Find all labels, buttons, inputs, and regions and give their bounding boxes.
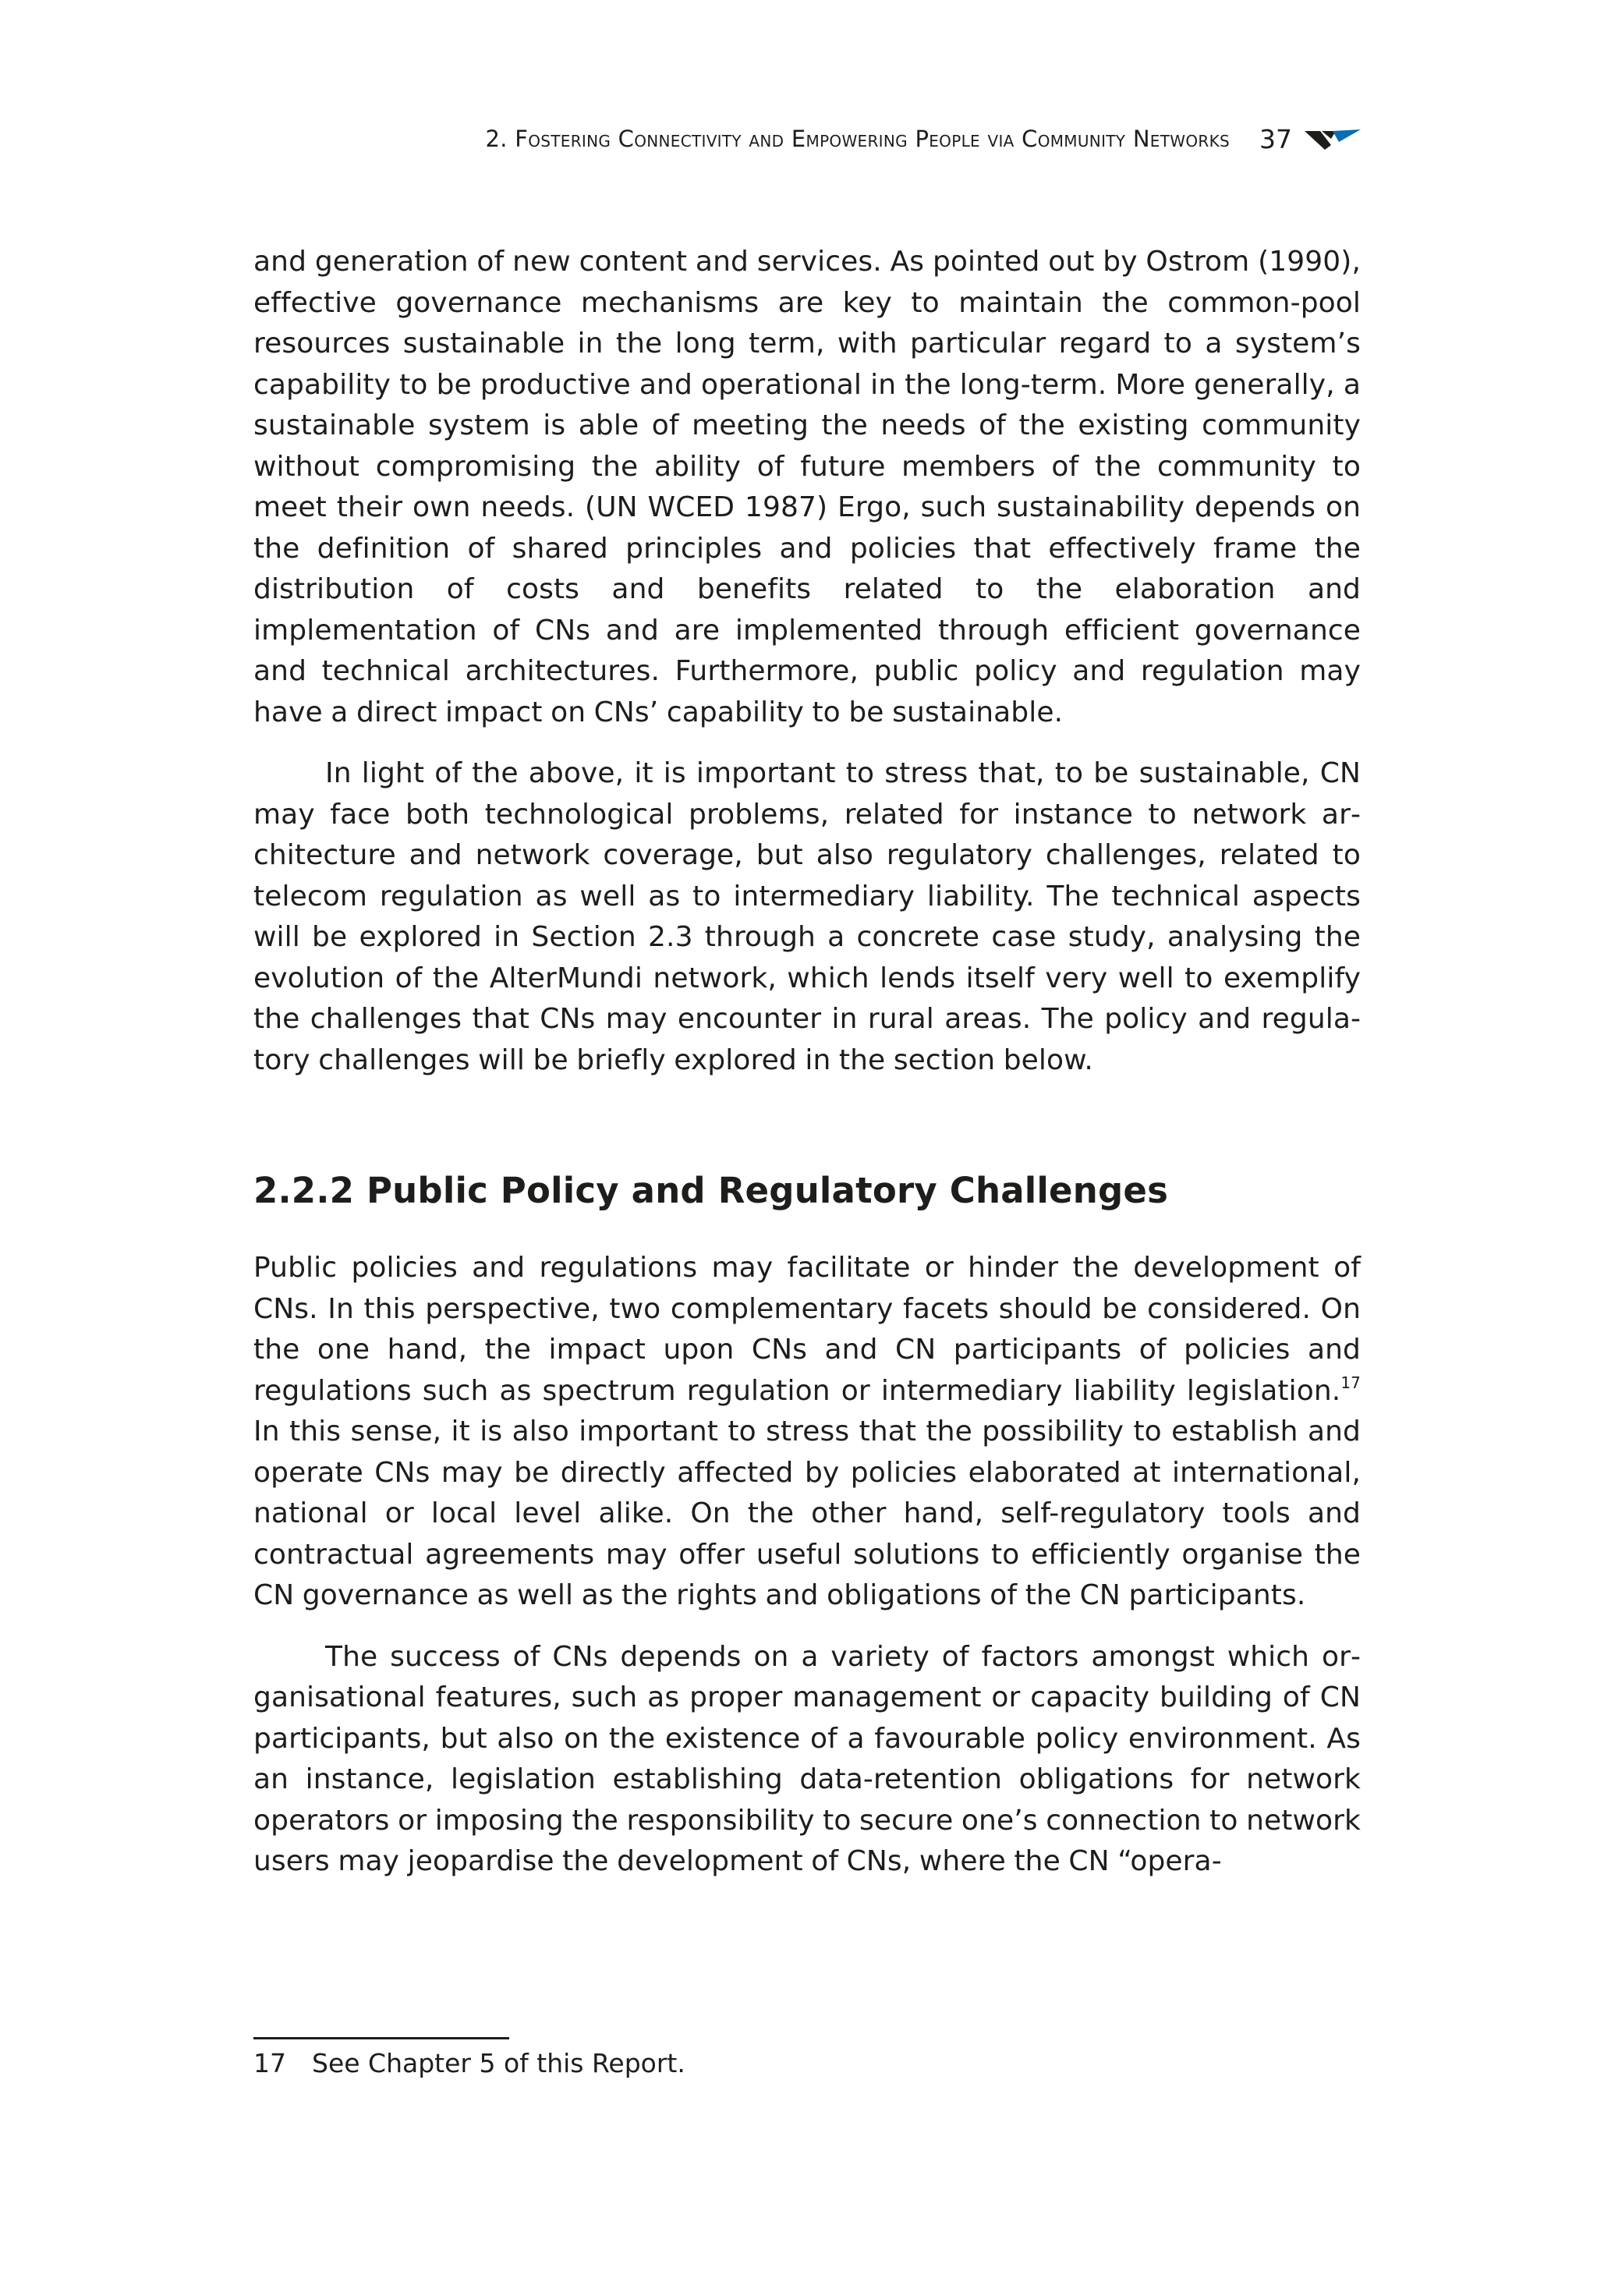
paragraph	[253, 1248, 1361, 1617]
publisher-chevron-logo-icon	[1305, 128, 1361, 150]
section-heading: 2.2.2 Public Policy and Regulatory Challenges	[253, 1170, 1169, 1211]
footnote-reference: 17	[1340, 1373, 1361, 1392]
paragraph-text: Public policies and regulations may facilitate or hinder the development of CNs. In this perspective, two complementary facets should be considered. On the one hand, the impact upon CNs and CN participants of policies and regulations such as spectrum regulation or intermediary liability legislation.	[253, 1252, 1361, 1407]
footnote-text: See Chapter 5 of this Report.	[312, 2048, 685, 2078]
paragraph-text: In this sense, it is also important to stress that the possibility to establish and operate CNs may be directly affected by policies elaborated at international, national or local level alike. On the other hand, self-regulatory tools and contractual agreements may offer useful solutions to efficiently organise the CN governance as well as the rights and obligations of the CN participants.	[253, 1416, 1361, 1611]
running-header	[253, 122, 1361, 156]
paragraph: and generation of new content and services. As pointed out by Ostrom (1990), effective governance mechanisms are key to maintain the common-pool resources sustainable in the long term, with particular regard to a system’s capability to be productive and operational in the long-term. More generally, a sustainable system is able of meeting the needs of the existing community without compromising the ability of future members of the community to meet their own needs. (UN WCED 1987) Ergo, such sustainability depends on the definition of shared principles and policies that effectively frame the distribution of costs and benefits related to the elaboration and implementation of CNs and are implemented through efficient governance and technical architectures. Furthermore, public policy and regulation may have a direct impact on CNs’ capability to be sustainable.	[253, 246, 1361, 728]
footnote-number: 17	[253, 2048, 286, 2078]
paragraph: In light of the above, it is important to stress that, to be sustainable, CN may face both technological problems, related for instance to network architecture and network coverage, but also regulatory challenges, related to telecom regulation as well as to intermediary liability. The technical aspects will be explored in Section 2.3 through a concrete case study, analysing the evolution of the AlterMundi network, which lends itself very well to exemplify the challenges that CNs may encounter in rural areas. The policy and regulatory challenges will be briefly explored in the section below.	[253, 757, 1361, 1076]
footnote-divider	[253, 2037, 509, 2039]
footnote	[253, 2045, 1361, 2082]
page-number: 37	[1259, 123, 1292, 154]
running-title: 2. Fostering Connectivity and Empowering People via Community Networks	[485, 126, 1230, 152]
paragraph: The success of CNs depends on a variety of factors amongst which organisational features, such as proper management or capacity building of CN participants, but also on the existence of a favourable policy environment. As an instance, legislation establishing data-retention obligations for network operators or imposing the responsibility to secure one’s connection to network users may jeopardise the development of CNs, where the CN “opera-	[253, 1640, 1361, 1877]
main-text	[253, 242, 1361, 1883]
